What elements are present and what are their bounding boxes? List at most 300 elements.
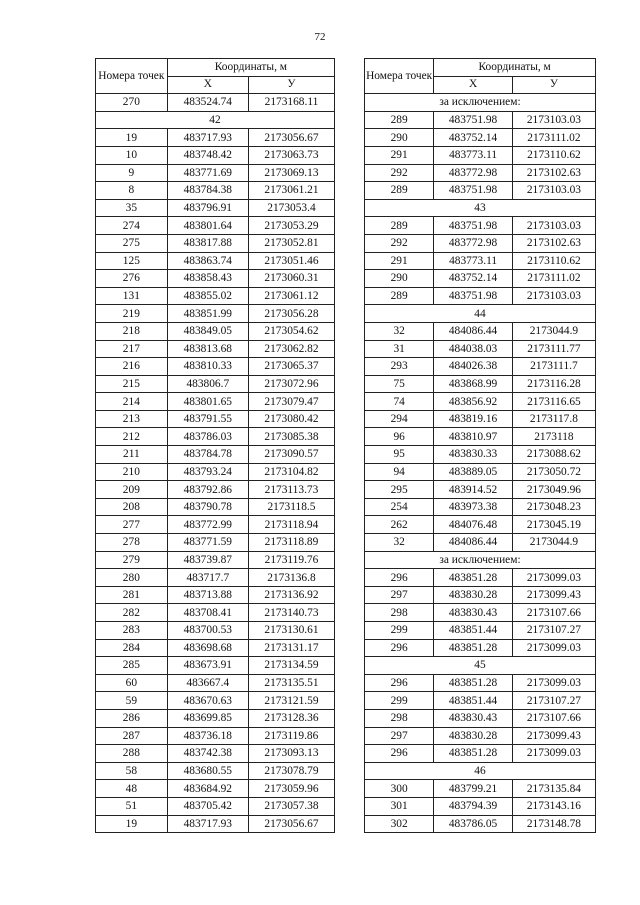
table-row [96, 727, 335, 745]
y-coordinate-cell: 2173107.66 [512, 604, 595, 622]
table-row [96, 762, 335, 780]
point-number-cell: 291 [365, 252, 434, 270]
point-number-cell: 297 [365, 586, 434, 604]
x-coordinate-cell: 483705.42 [167, 797, 248, 815]
point-number-cell: 296 [365, 639, 434, 657]
table-row [365, 164, 596, 182]
table-row [96, 199, 335, 217]
table-row [365, 815, 596, 833]
y-coordinate-cell: 2173107.27 [512, 692, 595, 710]
x-coordinate-cell: 483772.98 [434, 234, 513, 252]
y-coordinate-cell: 2173051.46 [248, 252, 334, 270]
point-number-cell: 281 [96, 586, 168, 604]
x-coordinate-cell: 483793.24 [167, 463, 248, 481]
x-coordinate-cell: 483717.93 [167, 129, 248, 147]
y-coordinate-cell: 2173118.89 [248, 534, 334, 552]
x-coordinate-cell: 483801.65 [167, 393, 248, 411]
table-row [96, 446, 335, 464]
section-row [365, 94, 596, 112]
x-header: X [434, 76, 513, 94]
point-number-cell: 262 [365, 516, 434, 534]
table-row [96, 322, 335, 340]
x-coordinate-cell: 483784.78 [167, 446, 248, 464]
point-number-cell: 296 [365, 569, 434, 587]
y-coordinate-cell: 2173078.79 [248, 762, 334, 780]
x-coordinate-cell: 483851.44 [434, 622, 513, 640]
table-row [365, 463, 596, 481]
point-number-cell: 219 [96, 305, 168, 323]
y-coordinate-cell: 2173116.65 [512, 393, 595, 411]
point-number-cell: 212 [96, 428, 168, 446]
table-row [96, 129, 335, 147]
point-number-cell: 59 [96, 692, 168, 710]
point-number-cell: 95 [365, 446, 434, 464]
x-coordinate-cell: 483792.86 [167, 481, 248, 499]
point-number-cell: 284 [96, 639, 168, 657]
point-number-cell: 19 [96, 129, 168, 147]
y-coordinate-cell: 2173128.36 [248, 709, 334, 727]
y-coordinate-cell: 2173088.62 [512, 446, 595, 464]
point-number-cell: 32 [365, 534, 434, 552]
point-number-cell: 8 [96, 182, 168, 200]
table-row [96, 586, 335, 604]
table-row [365, 217, 596, 235]
x-coordinate-cell: 483736.18 [167, 727, 248, 745]
y-coordinate-cell: 2173111.02 [512, 129, 595, 147]
table-row [365, 797, 596, 815]
y-coordinate-cell: 2173119.86 [248, 727, 334, 745]
x-coordinate-cell: 483667.4 [167, 674, 248, 692]
x-coordinate-cell: 483708.41 [167, 604, 248, 622]
table-row [365, 270, 596, 288]
y-coordinate-cell: 2173099.43 [512, 727, 595, 745]
x-coordinate-cell: 483717.7 [167, 569, 248, 587]
point-number-cell: 213 [96, 410, 168, 428]
point-number-cell: 35 [96, 199, 168, 217]
table-row [96, 551, 335, 569]
x-coordinate-cell: 484026.38 [434, 358, 513, 376]
x-coordinate-cell: 483799.21 [434, 780, 513, 798]
x-coordinate-cell: 483751.98 [434, 217, 513, 235]
y-coordinate-cell: 2173116.28 [512, 375, 595, 393]
table-row [96, 674, 335, 692]
table-row [365, 322, 596, 340]
point-number-cell: 295 [365, 481, 434, 499]
section-row [365, 762, 596, 780]
table-row [365, 569, 596, 587]
x-coordinate-cell: 483796.91 [167, 199, 248, 217]
point-number-cell: 296 [365, 674, 434, 692]
x-coordinate-cell: 483786.05 [434, 815, 513, 833]
point-number-cell: 209 [96, 481, 168, 499]
y-coordinate-cell: 2173061.12 [248, 287, 334, 305]
point-number-cell: 288 [96, 745, 168, 763]
section-label: за исключением: [365, 94, 596, 112]
y-coordinate-cell: 2173168.11 [248, 94, 334, 112]
section-label: за исключением: [365, 551, 596, 569]
point-number-cell: 217 [96, 340, 168, 358]
x-coordinate-cell: 484038.03 [434, 340, 513, 358]
table-row [365, 498, 596, 516]
x-coordinate-cell: 483868.99 [434, 375, 513, 393]
x-coordinate-cell: 483739.87 [167, 551, 248, 569]
y-coordinate-cell: 2173063.73 [248, 146, 334, 164]
y-coordinate-cell: 2173119.76 [248, 551, 334, 569]
table-row [96, 498, 335, 516]
table-row [96, 639, 335, 657]
point-number-cell: 292 [365, 164, 434, 182]
point-number-cell: 276 [96, 270, 168, 288]
point-number-cell: 291 [365, 146, 434, 164]
x-coordinate-cell: 483700.53 [167, 622, 248, 640]
section-row [365, 305, 596, 323]
x-coordinate-cell: 483684.92 [167, 780, 248, 798]
point-number-cell: 74 [365, 393, 434, 411]
table-row [365, 692, 596, 710]
y-coordinate-cell: 2173056.67 [248, 815, 334, 833]
section-label: 45 [365, 657, 596, 675]
point-number-cell: 51 [96, 797, 168, 815]
y-coordinate-cell: 2173056.67 [248, 129, 334, 147]
table-row [96, 393, 335, 411]
point-number-cell: 215 [96, 375, 168, 393]
point-number-cell: 32 [365, 322, 434, 340]
point-number-cell: 293 [365, 358, 434, 376]
y-coordinate-cell: 2173099.03 [512, 674, 595, 692]
x-coordinate-cell: 483699.85 [167, 709, 248, 727]
table-row [365, 446, 596, 464]
point-number-cell: 60 [96, 674, 168, 692]
table-row [365, 129, 596, 147]
x-coordinate-cell: 483914.52 [434, 481, 513, 499]
point-number-cell: 298 [365, 709, 434, 727]
y-coordinate-cell: 2173111.7 [512, 358, 595, 376]
table-body-right [365, 94, 596, 833]
header-row [96, 59, 335, 77]
y-coordinate-cell: 2173140.73 [248, 604, 334, 622]
point-number-cell: 280 [96, 569, 168, 587]
table-row [96, 340, 335, 358]
table-row [96, 252, 335, 270]
point-number-cell: 301 [365, 797, 434, 815]
point-number-cell: 210 [96, 463, 168, 481]
y-coordinate-cell: 2173117.8 [512, 410, 595, 428]
y-coordinate-cell: 2173102.63 [512, 164, 595, 182]
coordinates-header: Координаты, м [434, 59, 596, 77]
y-coordinate-cell: 2173052.81 [248, 234, 334, 252]
table-row [365, 393, 596, 411]
x-coordinate-cell: 483851.99 [167, 305, 248, 323]
table-row [365, 639, 596, 657]
point-number-cell: 10 [96, 146, 168, 164]
x-coordinate-cell: 483790.78 [167, 498, 248, 516]
y-coordinate-cell: 2173118.94 [248, 516, 334, 534]
y-coordinate-cell: 2173118 [512, 428, 595, 446]
table-row [96, 234, 335, 252]
point-number-cell: 131 [96, 287, 168, 305]
x-coordinate-cell: 483773.11 [434, 252, 513, 270]
point-number-cell: 218 [96, 322, 168, 340]
table-row [96, 797, 335, 815]
section-row [365, 657, 596, 675]
table-row [96, 463, 335, 481]
x-coordinate-cell: 483791.55 [167, 410, 248, 428]
point-number-cell: 278 [96, 534, 168, 552]
table-row [96, 622, 335, 640]
section-label: 42 [96, 111, 335, 129]
x-coordinate-cell: 483856.92 [434, 393, 513, 411]
point-number-cell: 270 [96, 94, 168, 112]
table-row [96, 287, 335, 305]
y-coordinate-cell: 2173079.47 [248, 393, 334, 411]
y-coordinate-cell: 2173099.43 [512, 586, 595, 604]
table-row [96, 182, 335, 200]
table-row [96, 270, 335, 288]
x-coordinate-cell: 483851.28 [434, 639, 513, 657]
point-number-cell: 96 [365, 428, 434, 446]
table-row [365, 146, 596, 164]
table-row [96, 146, 335, 164]
point-number-cell: 211 [96, 446, 168, 464]
y-coordinate-cell: 2173111.02 [512, 270, 595, 288]
section-label: 44 [365, 305, 596, 323]
x-coordinate-cell: 483773.11 [434, 146, 513, 164]
table-row [365, 111, 596, 129]
table-row [365, 604, 596, 622]
point-number-cell: 294 [365, 410, 434, 428]
table-row [365, 780, 596, 798]
x-coordinate-cell: 483855.02 [167, 287, 248, 305]
point-number-cell: 282 [96, 604, 168, 622]
x-coordinate-cell: 483851.28 [434, 569, 513, 587]
point-number-cell: 214 [96, 393, 168, 411]
table-row [365, 481, 596, 499]
table-row [96, 94, 335, 112]
section-row [96, 111, 335, 129]
x-coordinate-cell: 483673.91 [167, 657, 248, 675]
y-coordinate-cell: 2173134.59 [248, 657, 334, 675]
y-coordinate-cell: 2173053.4 [248, 199, 334, 217]
point-number-cell: 300 [365, 780, 434, 798]
point-number-cell: 299 [365, 692, 434, 710]
x-coordinate-cell: 483851.28 [434, 745, 513, 763]
y-coordinate-cell: 2173050.72 [512, 463, 595, 481]
point-number-cell: 94 [365, 463, 434, 481]
x-coordinate-cell: 483817.88 [167, 234, 248, 252]
table-row [96, 375, 335, 393]
point-number-cell: 286 [96, 709, 168, 727]
table-row [96, 217, 335, 235]
y-header: У [512, 76, 595, 94]
y-coordinate-cell: 2173062.82 [248, 340, 334, 358]
table-row [96, 815, 335, 833]
x-coordinate-cell: 483748.42 [167, 146, 248, 164]
y-coordinate-cell: 2173131.17 [248, 639, 334, 657]
point-number-cell: 289 [365, 111, 434, 129]
point-numbers-header: Номера точек [365, 59, 434, 94]
table-row [365, 410, 596, 428]
table-row [96, 410, 335, 428]
y-coordinate-cell: 2173113.73 [248, 481, 334, 499]
table-row [365, 375, 596, 393]
table-row [96, 604, 335, 622]
y-coordinate-cell: 2173056.28 [248, 305, 334, 323]
x-coordinate-cell: 483830.28 [434, 586, 513, 604]
x-coordinate-cell: 483830.43 [434, 709, 513, 727]
x-coordinate-cell: 483717.93 [167, 815, 248, 833]
page-number: 72 [314, 31, 326, 43]
point-number-cell: 289 [365, 217, 434, 235]
y-coordinate-cell: 2173093.13 [248, 745, 334, 763]
x-coordinate-cell: 483670.63 [167, 692, 248, 710]
x-coordinate-cell: 483851.44 [434, 692, 513, 710]
y-coordinate-cell: 2173111.77 [512, 340, 595, 358]
y-coordinate-cell: 2173130.61 [248, 622, 334, 640]
point-number-cell: 289 [365, 287, 434, 305]
y-coordinate-cell: 2173103.03 [512, 217, 595, 235]
point-number-cell: 75 [365, 375, 434, 393]
x-coordinate-cell: 483849.05 [167, 322, 248, 340]
table-row [96, 428, 335, 446]
x-coordinate-cell: 483851.28 [434, 674, 513, 692]
point-number-cell: 289 [365, 182, 434, 200]
y-coordinate-cell: 2173103.03 [512, 287, 595, 305]
x-coordinate-cell: 483784.38 [167, 182, 248, 200]
y-coordinate-cell: 2173143.16 [512, 797, 595, 815]
table-row [365, 745, 596, 763]
table-row [96, 745, 335, 763]
x-coordinate-cell: 483772.98 [434, 164, 513, 182]
y-coordinate-cell: 2173049.96 [512, 481, 595, 499]
coordinates-header: Координаты, м [167, 59, 334, 77]
table-row [96, 657, 335, 675]
x-coordinate-cell: 483713.88 [167, 586, 248, 604]
x-coordinate-cell: 483680.55 [167, 762, 248, 780]
y-coordinate-cell: 2173044.9 [512, 322, 595, 340]
table-row [365, 516, 596, 534]
y-coordinate-cell: 2173044.9 [512, 534, 595, 552]
section-row [365, 551, 596, 569]
point-number-cell: 19 [96, 815, 168, 833]
point-number-cell: 285 [96, 657, 168, 675]
section-row [365, 199, 596, 217]
point-number-cell: 283 [96, 622, 168, 640]
y-coordinate-cell: 2173136.92 [248, 586, 334, 604]
x-coordinate-cell: 483889.05 [434, 463, 513, 481]
y-coordinate-cell: 2173085.38 [248, 428, 334, 446]
coordinates-table-left [95, 58, 335, 833]
x-coordinate-cell: 483806.7 [167, 375, 248, 393]
x-coordinate-cell: 483810.33 [167, 358, 248, 376]
point-number-cell: 292 [365, 234, 434, 252]
table-row [365, 674, 596, 692]
y-coordinate-cell: 2173135.84 [512, 780, 595, 798]
point-number-cell: 298 [365, 604, 434, 622]
y-coordinate-cell: 2173080.42 [248, 410, 334, 428]
x-coordinate-cell: 483772.99 [167, 516, 248, 534]
y-coordinate-cell: 2173099.03 [512, 745, 595, 763]
section-label: 43 [365, 199, 596, 217]
x-coordinate-cell: 483863.74 [167, 252, 248, 270]
point-number-cell: 275 [96, 234, 168, 252]
point-number-cell: 31 [365, 340, 434, 358]
point-number-cell: 290 [365, 270, 434, 288]
point-numbers-header: Номера точек [96, 59, 168, 94]
y-coordinate-cell: 2173148.78 [512, 815, 595, 833]
point-number-cell: 274 [96, 217, 168, 235]
y-coordinate-cell: 2173072.96 [248, 375, 334, 393]
y-coordinate-cell: 2173045.19 [512, 516, 595, 534]
x-coordinate-cell: 483752.14 [434, 270, 513, 288]
y-header: У [248, 76, 334, 94]
x-coordinate-cell: 483771.59 [167, 534, 248, 552]
x-coordinate-cell: 483794.39 [434, 797, 513, 815]
point-number-cell: 290 [365, 129, 434, 147]
y-coordinate-cell: 2173061.21 [248, 182, 334, 200]
y-coordinate-cell: 2173060.31 [248, 270, 334, 288]
table-row [365, 534, 596, 552]
y-coordinate-cell: 2173103.03 [512, 182, 595, 200]
y-coordinate-cell: 2173110.62 [512, 252, 595, 270]
point-number-cell: 254 [365, 498, 434, 516]
table-row [365, 727, 596, 745]
point-number-cell: 48 [96, 780, 168, 798]
y-coordinate-cell: 2173059.96 [248, 780, 334, 798]
table-row [365, 182, 596, 200]
x-coordinate-cell: 483786.03 [167, 428, 248, 446]
x-coordinate-cell: 483973.38 [434, 498, 513, 516]
x-coordinate-cell: 484086.44 [434, 322, 513, 340]
point-number-cell: 297 [365, 727, 434, 745]
y-coordinate-cell: 2173136.8 [248, 569, 334, 587]
point-number-cell: 9 [96, 164, 168, 182]
y-coordinate-cell: 2173099.03 [512, 639, 595, 657]
table-row [365, 252, 596, 270]
table-row [365, 586, 596, 604]
x-header: X [167, 76, 248, 94]
x-coordinate-cell: 483698.68 [167, 639, 248, 657]
y-coordinate-cell: 2173107.27 [512, 622, 595, 640]
point-number-cell: 279 [96, 551, 168, 569]
table-row [96, 358, 335, 376]
x-coordinate-cell: 484086.44 [434, 534, 513, 552]
y-coordinate-cell: 2173121.59 [248, 692, 334, 710]
point-number-cell: 208 [96, 498, 168, 516]
x-coordinate-cell: 483830.33 [434, 446, 513, 464]
y-coordinate-cell: 2173090.57 [248, 446, 334, 464]
y-coordinate-cell: 2173110.62 [512, 146, 595, 164]
x-coordinate-cell: 483830.28 [434, 727, 513, 745]
x-coordinate-cell: 483858.43 [167, 270, 248, 288]
table-row [96, 516, 335, 534]
point-number-cell: 287 [96, 727, 168, 745]
point-number-cell: 296 [365, 745, 434, 763]
y-coordinate-cell: 2173054.62 [248, 322, 334, 340]
y-coordinate-cell: 2173103.03 [512, 111, 595, 129]
table-row [96, 780, 335, 798]
table-row [96, 692, 335, 710]
table-row [96, 534, 335, 552]
point-number-cell: 299 [365, 622, 434, 640]
table-row [96, 305, 335, 323]
point-number-cell: 302 [365, 815, 434, 833]
x-coordinate-cell: 483752.14 [434, 129, 513, 147]
x-coordinate-cell: 483751.98 [434, 287, 513, 305]
x-coordinate-cell: 483742.38 [167, 745, 248, 763]
coordinates-table-right [364, 58, 596, 833]
table-row [96, 709, 335, 727]
x-coordinate-cell: 483801.64 [167, 217, 248, 235]
